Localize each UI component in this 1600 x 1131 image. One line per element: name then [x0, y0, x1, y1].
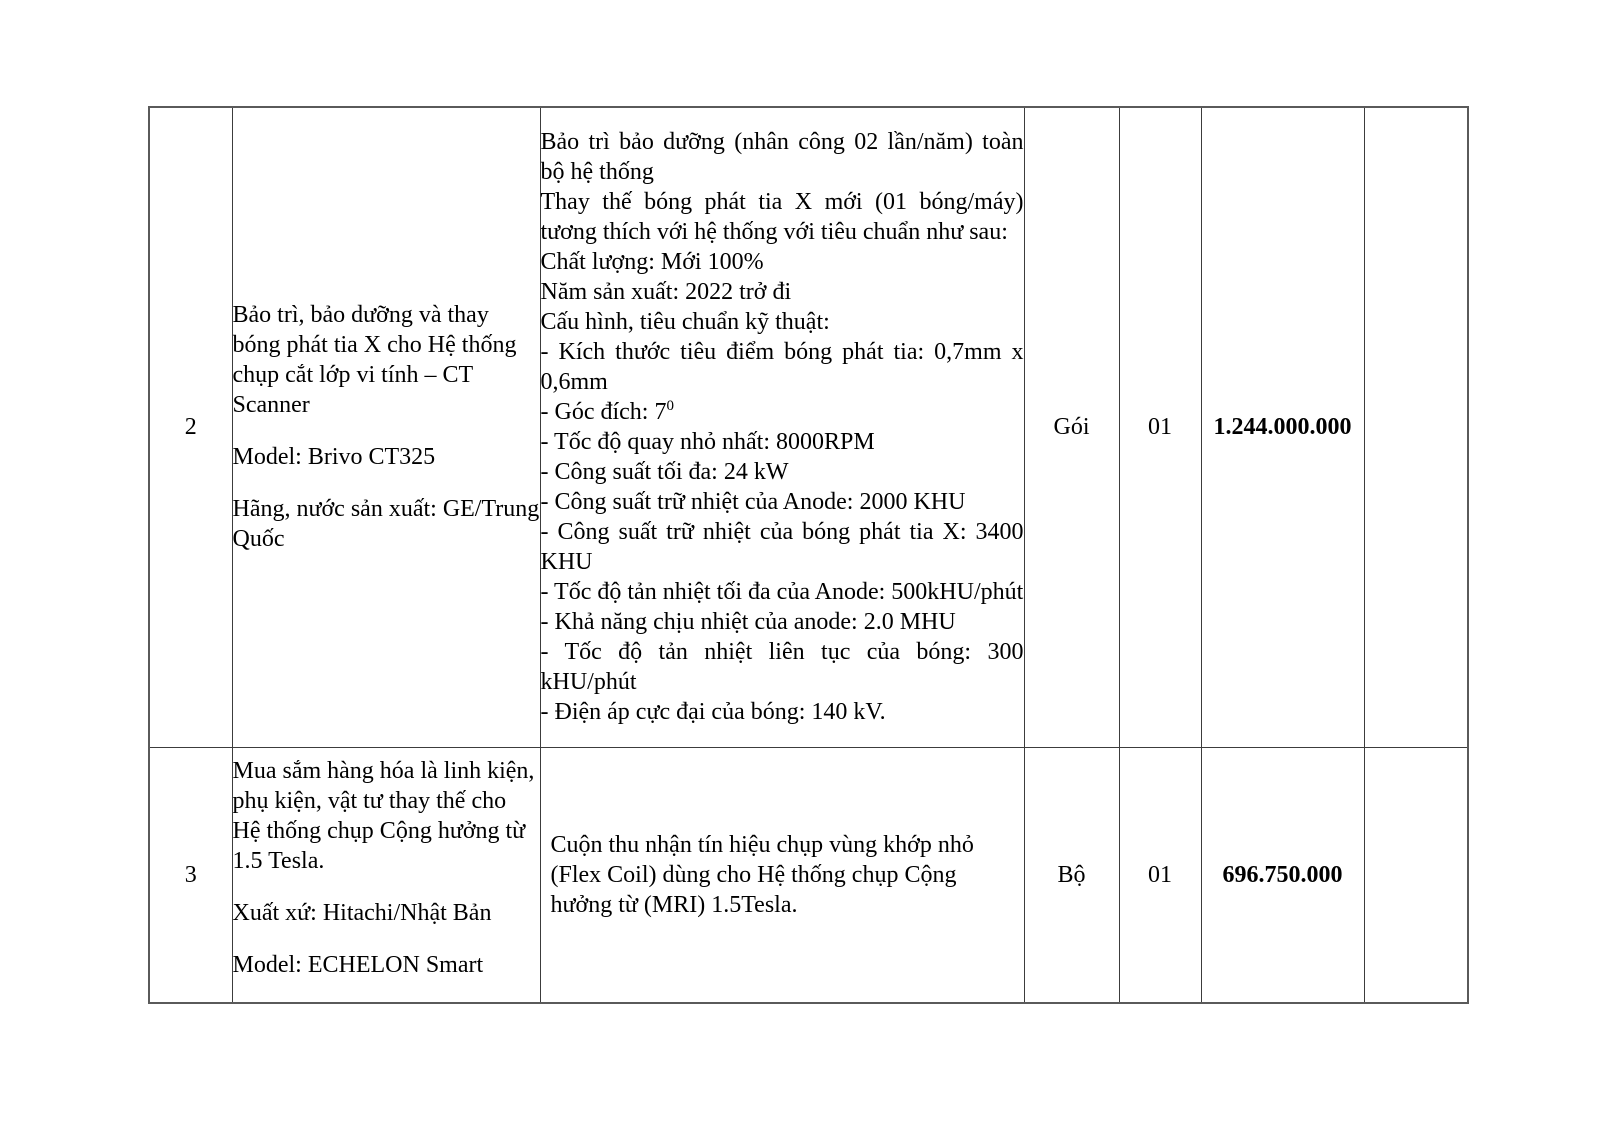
spec-line: Thay thế bóng phát tia X mới (01 bóng/máy) tương thích với hệ thống với tiêu chuẩn như sau:: [540, 189, 1024, 246]
item-model: Model: Brivo CT325: [232, 444, 436, 471]
unit-cell: Gói: [1024, 107, 1119, 747]
spec-text: - Góc đích: 7: [540, 399, 667, 426]
spec-line: - Tốc độ tản nhiệt liên tục của bóng: 300 kHU/phút: [540, 639, 1024, 696]
item-origin: Xuất xứ: Hitachi/Nhật Bản: [232, 899, 492, 926]
quantity-cell: 01: [1119, 747, 1201, 1003]
item-model: Model: ECHELON Smart: [232, 951, 484, 978]
item-title: Mua sắm hàng hóa là linh kiện, phụ kiện, vật tư thay thế cho Hệ thống chụp Cộng hưởng từ 1.5 Tesla.: [232, 757, 535, 874]
item-description-cell: [540, 747, 1024, 1003]
item-description: Cuộn thu nhận tín hiệu chụp vùng khớp nhỏ (Flex Coil) dùng cho Hệ thống chụp Cộng hưởng từ (MRI) 1.5Tesla.: [550, 831, 974, 918]
quantity-cell: 01: [1119, 107, 1201, 747]
item-summary-cell: [232, 747, 540, 1003]
spec-line: - Tốc độ tản nhiệt tối đa của Anode: 500kHU/phút: [540, 579, 1024, 606]
procurement-items-table: [148, 106, 1469, 1004]
empty-cell: [1364, 747, 1468, 1003]
spec-line: - Tốc độ quay nhỏ nhất: 8000RPM: [540, 429, 875, 456]
spec-line: - Công suất trữ nhiệt của Anode: 2000 KHU: [540, 489, 966, 516]
item-title: Bảo trì, bảo dưỡng và thay bóng phát tia X cho Hệ thống chụp cắt lớp vi tính – CT Scanner: [232, 302, 517, 419]
row-number: 3: [149, 747, 232, 1003]
item-summary-cell: [232, 107, 540, 747]
table-row-item-3: [149, 747, 1468, 1003]
spec-line: Cấu hình, tiêu chuẩn kỹ thuật:: [540, 309, 830, 336]
item-specifications-cell: [540, 107, 1024, 747]
spec-line: Năm sản xuất: 2022 trở đi: [540, 279, 792, 306]
row-number: 2: [149, 107, 232, 747]
spec-line: Bảo trì bảo dưỡng (nhân công 02 lần/năm) toàn bộ hệ thống: [540, 129, 1024, 186]
empty-cell: [1364, 107, 1468, 747]
item-origin: Hãng, nước sản xuất: GE/Trung Quốc: [232, 496, 540, 553]
spec-line: - Điện áp cực đại của bóng: 140 kV.: [540, 699, 886, 726]
spec-line: - Khả năng chịu nhiệt của anode: 2.0 MHU: [540, 609, 956, 636]
unit-cell: Bộ: [1024, 747, 1119, 1003]
superscript-zero: 0: [666, 398, 674, 415]
table-row-item-2: [149, 107, 1468, 747]
spec-line: - Công suất tối đa: 24 kW: [540, 459, 789, 486]
spec-line: - Kích thước tiêu điểm bóng phát tia: 0,7mm x 0,6mm: [540, 339, 1024, 396]
spec-line-with-superscript: [541, 397, 1024, 427]
spec-line: - Công suất trữ nhiệt của bóng phát tia X: 3400 KHU: [540, 519, 1024, 576]
price-cell: 1.244.000.000: [1201, 107, 1364, 747]
spec-line: Chất lượng: Mới 100%: [540, 249, 764, 276]
price-cell: 696.750.000: [1201, 747, 1364, 1003]
